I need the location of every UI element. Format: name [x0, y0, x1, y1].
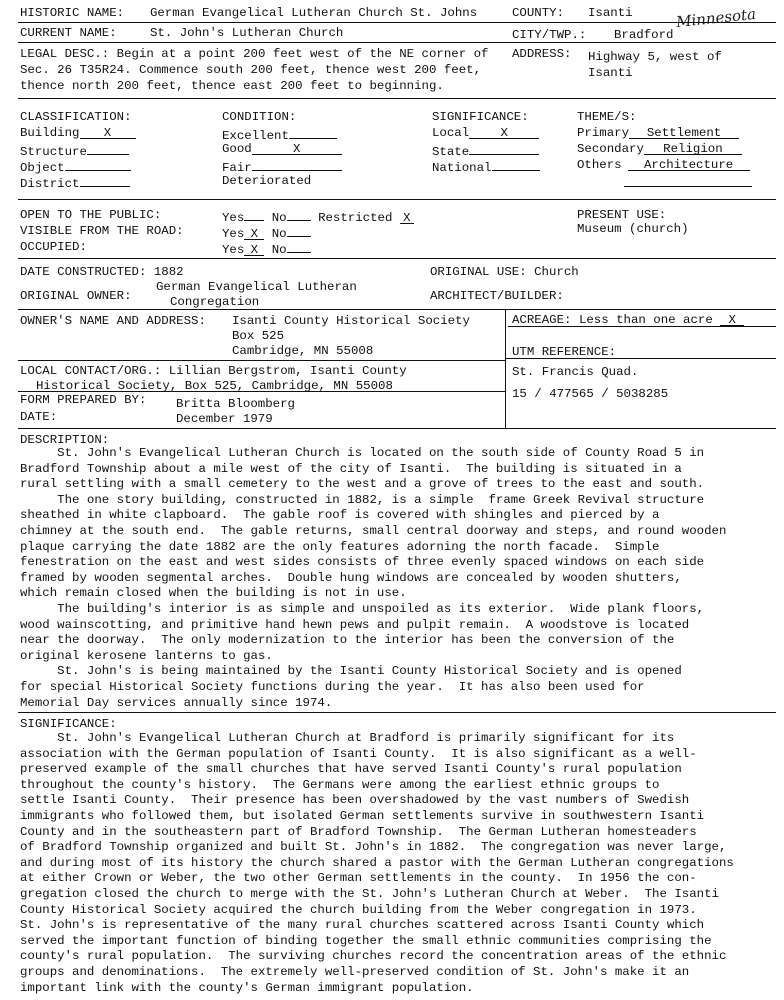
description-line: The building's interior is as simple and unspoiled as its exterior. Wide plank floors, [20, 601, 705, 616]
significance-national: National [432, 157, 540, 176]
legal-line-3: thence north 200 feet, thence east 200 feet to beginning. [20, 79, 444, 93]
open-options: Yes No Restricted X [222, 207, 414, 226]
county-label: COUNTY: [512, 6, 565, 20]
original-owner-line-1: German Evangelical Lutheran [156, 280, 357, 294]
classification-divider [18, 199, 776, 200]
city: Bradford [614, 28, 674, 42]
current-name: St. John's Lutheran Church [150, 26, 344, 40]
occupied-label: OCCUPIED: [20, 240, 87, 254]
acreage-vertical-divider [505, 309, 506, 429]
description-line: for special Historical Society functions during the year. It has also been used for [20, 679, 645, 694]
condition-good: Good X [222, 141, 342, 157]
significance-line: important link with the county's German immigrant population. [20, 980, 474, 995]
significance-line: county's rural population. The surviving churches record the concentration areas of the ethnic [20, 949, 727, 964]
occupied-options: Yes X No [222, 239, 311, 258]
header-divider [18, 22, 776, 23]
description-line: Bradford Township about a mile west of the city of Isanti. The building is situated in a [20, 461, 682, 476]
significance-local: Local X [432, 125, 539, 141]
historic-name-label: HISTORIC NAME: [20, 6, 125, 20]
condition-excellent: Excellent [222, 125, 337, 144]
classification-building: Building X [20, 125, 136, 141]
original-owner-line-2: Congregation [170, 295, 260, 309]
significance-level-label: SIGNIFICANCE: [432, 110, 529, 124]
description-line: St. John's Evangelical Lutheran Church is located on the south side of County Road 5 in [20, 446, 705, 460]
city-label: CITY/TWP.: [512, 28, 587, 42]
present-use-label: PRESENT USE: [577, 208, 667, 222]
form-date: December 1979 [176, 412, 273, 426]
description-divider [18, 712, 776, 713]
significance-line: St. John's is representative of the many rural churches scattered across Isanti County which [20, 918, 705, 933]
description-label: DESCRIPTION: [20, 433, 110, 447]
description-line: fenestration on the east and west sides consists of three evenly spaced windows on each side [20, 555, 705, 570]
description-line: rural settling with a small cemetery to the west and a grove of trees to the east and south. [20, 477, 705, 492]
significance-line: and during most of its history the church shared a pastor with the German Lutheran congregations [20, 855, 734, 870]
dates-divider [18, 309, 776, 310]
description-line: framed by wooden segmental arches. Double hung windows are concealed by wooden shutters, [20, 570, 682, 585]
legal-line-2: Sec. 26 T35R24. Commence south 200 feet, thence west 200 feet, [20, 63, 482, 77]
owner-line-1: Isanti County Historical Society [232, 314, 470, 328]
significance-line: settle Isanti County. Their presence has been overshadowed by the vast numbers of Swedish [20, 793, 690, 808]
contact-line-1: LOCAL CONTACT/ORG.: Lillian Bergstrom, Isanti County [20, 364, 407, 378]
form-date-label: DATE: [20, 410, 58, 424]
owner-line-3: Cambridge, MN 55008 [232, 344, 374, 358]
address-label: ADDRESS: [512, 47, 572, 61]
theme-primary: Primary Settlement [577, 125, 739, 141]
classification-district: District [20, 173, 130, 192]
utm-divider [505, 358, 776, 359]
significance-line: at either Crown or Weber, the two other German settlements in the county. In 1956 the con- [20, 871, 697, 886]
significance-line: groups and denominations. The extremely well-preserved condition of St. John's make it an [20, 964, 690, 979]
architect-label: ARCHITECT/BUILDER: [430, 289, 564, 303]
owner-label: OWNER'S NAME AND ADDRESS: [20, 314, 206, 328]
address-line-1: Highway 5, west of [588, 50, 722, 64]
significance-label: SIGNIFICANCE: [20, 717, 117, 731]
significance-line: association with the German population of Isanti County. It is also significant as a well- [20, 746, 697, 761]
open-label: OPEN TO THE PUBLIC: [20, 208, 162, 222]
description-line: sheathed in white clapboard. The gable roof is covered with shingles and pierced by a [20, 508, 660, 523]
description-line: near the doorway. The only modernization to the interior has been the conversion of the [20, 633, 675, 648]
utm-quad: St. Francis Quad. [512, 365, 639, 379]
significance-line: County Historical Society acquired the church building from the Weber congregation in 1973. [20, 902, 697, 917]
classification-structure: Structure [20, 141, 129, 160]
form-divider [18, 428, 776, 429]
theme-blank-line [624, 173, 752, 192]
description-line: plaque carrying the date 1882 are the only features adorning the north facade. Simple [20, 539, 660, 554]
form-prepared-label: FORM PREPARED BY: [20, 393, 147, 407]
owner-divider [18, 360, 506, 361]
significance-line: immigrants who followed them, but isolated German settlements survive in southwestern Isanti [20, 808, 705, 823]
owner-line-2: Box 525 [232, 329, 285, 343]
condition-label: CONDITION: [222, 110, 297, 124]
condition-fair: Fair [222, 157, 342, 176]
visible-label: VISIBLE FROM THE ROAD: [20, 224, 184, 238]
address-line-2: Isanti [588, 66, 633, 80]
classification-label: CLASSIFICATION: [20, 110, 132, 124]
significance-line: served the important function of binding together the small ethnic communities comprising the [20, 933, 712, 948]
significance-line: throughout the county's history. The Germans were among the earliest ethnic groups to [20, 777, 660, 792]
form-prepared: Britta Bloomberg [176, 397, 295, 411]
utm-coords: 15 / 477565 / 5038285 [512, 387, 669, 401]
description-line: wood wainscotting, and primitive hand hewn pews and pulpit remain. A woodstove is located [20, 617, 690, 632]
current-name-divider [18, 42, 776, 43]
utm-label: UTM REFERENCE: [512, 345, 617, 359]
acreage: ACREAGE: Less than one acre X [512, 312, 744, 328]
description-line: The one story building, constructed in 1882, is a simple frame Greek Revival structure [20, 492, 705, 507]
current-name-label: CURRENT NAME: [20, 26, 117, 40]
significance-line: preserved example of the small churches that have served Isanti County's rural population [20, 762, 682, 777]
description-line: original kerosene lanterns to gas. [20, 648, 273, 663]
contact-line-2: Historical Society, Box 525, Cambridge, MN 55008 [36, 379, 393, 393]
visible-options: Yes X No [222, 223, 311, 242]
original-owner-label: ORIGINAL OWNER: [20, 289, 132, 303]
description-line: chimney at the south end. The gable returns, small central doorway and steps, and round wooden [20, 523, 727, 538]
significance-line: of Bradford Township organized and built St. John's in 1882. The congregation was never large, [20, 840, 727, 855]
acreage-underline [508, 326, 776, 327]
significance-line: gregation closed the church to merge with the St. John's Lutheran Church at Weber. The Isanti [20, 886, 719, 901]
themes-label: THEME/S: [577, 110, 637, 124]
legal-label: LEGAL DESC.: Begin at a point 200 feet west of the NE corner of [20, 47, 489, 61]
access-divider [18, 258, 776, 259]
description-line: St. John's is being maintained by the Isanti County Historical Society and is opened [20, 664, 682, 679]
historic-name: German Evangelical Lutheran Church St. Johns [150, 6, 478, 20]
condition-deteriorated: Deteriorated [222, 174, 312, 188]
significance-line: County and in the southeastern part of Bradford Township. The German Lutheran homesteaders [20, 824, 697, 839]
date-constructed-label: DATE CONSTRUCTED: 1882 [20, 265, 184, 279]
legal-divider [18, 98, 776, 99]
state-handwritten: Minnesota [675, 4, 757, 32]
significance-body [20, 731, 776, 996]
significance-line: St. John's Evangelical Lutheran Church at Bradford is primarily significant for its [20, 731, 675, 745]
significance-state: State [432, 141, 539, 160]
county: Isanti [588, 6, 633, 20]
theme-others: Others Architecture [577, 157, 750, 173]
description-line: which remain closed when the building is not in use. [20, 586, 407, 601]
present-use: Museum (church) [577, 222, 689, 236]
original-use: ORIGINAL USE: Church [430, 265, 579, 279]
description-body [20, 446, 776, 711]
theme-secondary: Secondary Religion [577, 141, 742, 157]
description-line: Memorial Day services annually since 1974. [20, 695, 333, 710]
classification-object: Object [20, 157, 131, 176]
